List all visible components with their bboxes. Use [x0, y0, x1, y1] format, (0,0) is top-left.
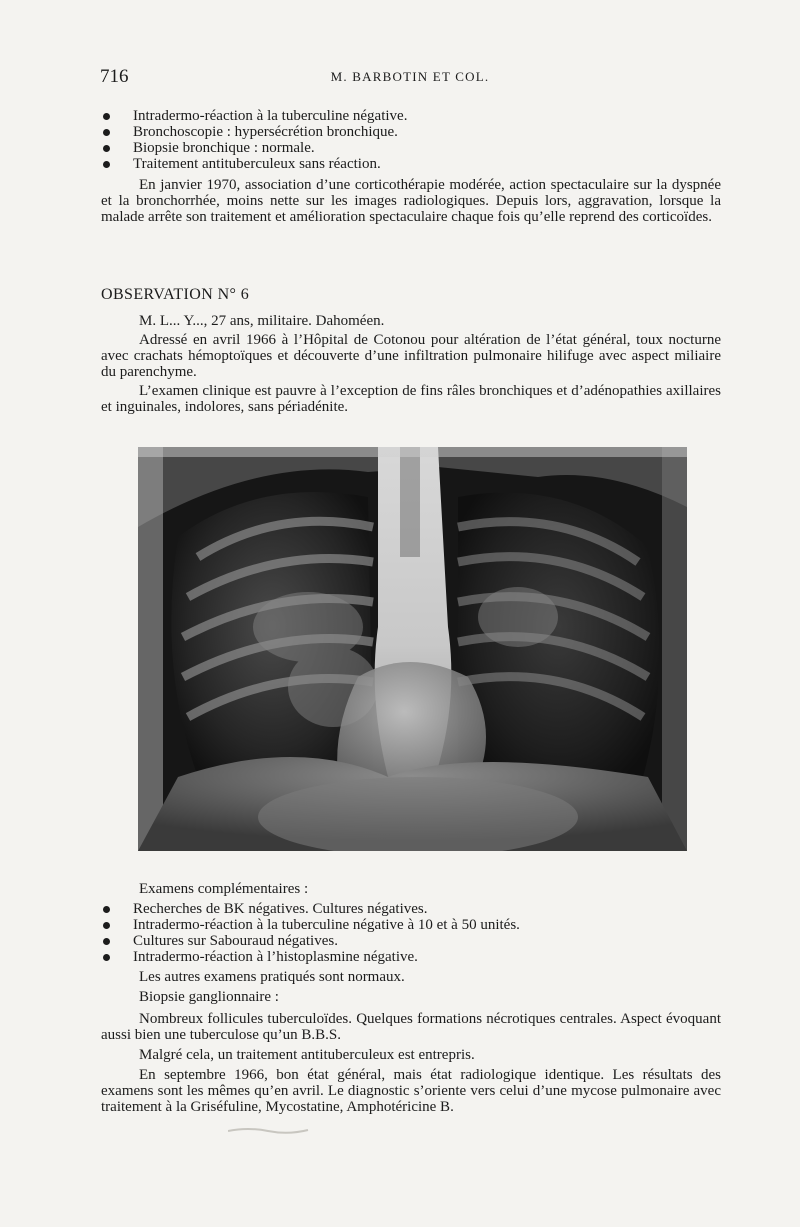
paragraph-janvier: [101, 177, 721, 225]
observation-body: [101, 313, 721, 415]
biopsie-paragraph: Nombreux follicules tuberculoïdes. Quelques formations nécrotiques centrales. Aspect évoquant aussi bien une tuberculose qu’un B.B.S.: [101, 1011, 721, 1043]
print-smudge: [228, 1125, 318, 1135]
chest-xray-image: [138, 447, 687, 851]
observation-heading: OBSERVATION N° 6: [101, 286, 250, 303]
page-header: [100, 66, 720, 88]
examens-list: [101, 901, 721, 965]
list-item: Recherches de BK négatives. Cultures négatives.: [101, 901, 721, 917]
examens-title: Examens complémentaires :: [139, 881, 309, 897]
list-item: Traitement antituberculeux sans réaction.: [101, 156, 721, 172]
list-item: Cultures sur Sabouraud négatives.: [101, 933, 721, 949]
paragraph-text: En janvier 1970, association d’une corticothérapie modérée, action spectaculaire sur la dyspnée et la bronchorrhée, moins nette sur les images radiologiques. Depuis lors, aggravation, lorsque la malade arrête son traitement et amélioration spectaculaire chaque fois qu’elle reprend des corticoïdes.: [101, 177, 721, 225]
patient-line: M. L... Y..., 27 ans, militaire. Dahoméen.: [139, 313, 385, 329]
list-item: Intradermo-réaction à la tuberculine négative.: [101, 108, 721, 124]
top-bullet-list: [101, 108, 721, 172]
list-item: Biopsie bronchique : normale.: [101, 140, 721, 156]
biopsie-title: Biopsie ganglionnaire :: [139, 989, 279, 1005]
list-item: Intradermo-réaction à la tuberculine négative à 10 et à 50 unités.: [101, 917, 721, 933]
page-number: 716: [100, 66, 129, 87]
autres-examens-line: Les autres examens pratiqués sont normaux.: [139, 969, 405, 985]
septembre-paragraph: En septembre 1966, bon état général, mais état radiologique identique. Les résultats des examens sont les mêmes qu’en avril. Le diagnostic s’oriente vers celui d’une mycose pulmonaire avec traitement à la Griséfuline, Mycostatine, Amphotéricine B.: [101, 1067, 721, 1115]
running-head: M. BARBOTIN ET COL.: [330, 69, 490, 84]
list-item: Intradermo-réaction à l’histoplasmine négative.: [101, 949, 721, 965]
examens-section: [101, 881, 721, 1115]
paragraph-examen: L’examen clinique est pauvre à l’exception de fins râles bronchiques et d’adénopathies axillaires et inguinales, indolores, sans périadénite.: [101, 383, 721, 415]
chest-xray-drawing: [138, 447, 687, 851]
paragraph-adresse: Adressé en avril 1966 à l’Hôpital de Cotonou pour altération de l’état général, toux nocturne avec crachats hémoptoïques et découverte d’une infiltration pulmonaire hilifuge avec aspect miliaire du parenchyme.: [101, 332, 721, 380]
list-item: Bronchoscopie : hypersécrétion bronchique.: [101, 124, 721, 140]
malgre-line: Malgré cela, un traitement antituberculeux est entrepris.: [139, 1047, 475, 1063]
